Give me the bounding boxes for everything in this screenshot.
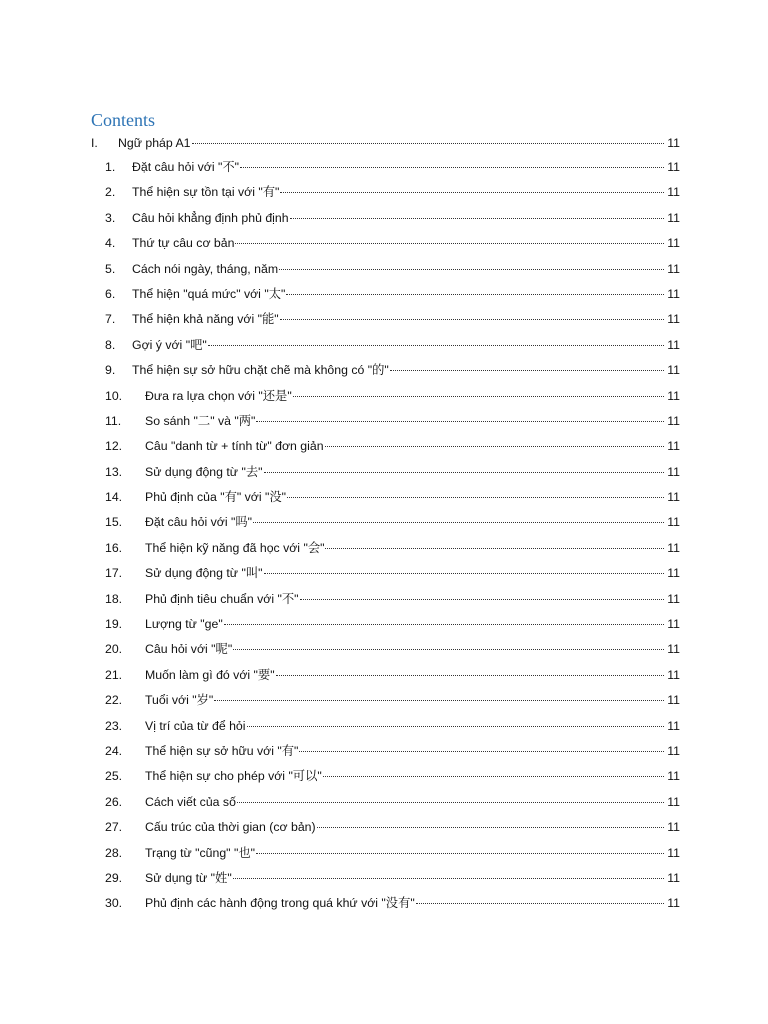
toc-entry-number: 25. — [105, 769, 123, 784]
toc-section-entry[interactable] — [91, 132, 680, 155]
toc-entry[interactable] — [91, 358, 680, 383]
toc-entry[interactable] — [91, 841, 680, 866]
dot-leader — [325, 547, 664, 549]
toc-entry-number: 26. — [105, 794, 123, 809]
toc-entry-page: 11 — [667, 363, 680, 378]
toc-entry[interactable] — [91, 739, 680, 764]
toc-entry-title: Câu hỏi với "呢" — [145, 642, 233, 657]
toc-entry[interactable] — [91, 866, 680, 891]
toc-entry-number: 30. — [105, 896, 123, 911]
toc-entry[interactable] — [91, 637, 680, 662]
toc-entry-page: 11 — [667, 337, 680, 352]
toc-entry-title: Đưa ra lựa chọn với "还是" — [145, 388, 292, 403]
toc-entry-number: 24. — [105, 743, 123, 758]
dot-leader — [293, 395, 664, 397]
toc-entry-title: Cách nói ngày, tháng, năm — [132, 261, 279, 276]
toc-entry-title: Muốn làm gì đó với "要" — [145, 667, 275, 682]
toc-entry[interactable] — [91, 257, 680, 282]
toc-entry-title: Thể hiện "quá mức" với "太" — [132, 286, 286, 301]
toc-entry-page: 11 — [667, 718, 680, 733]
toc-entry-title: Đặt câu hỏi với "吗" — [145, 515, 253, 530]
toc-entry-page: 11 — [667, 261, 680, 276]
toc-entry-title: Câu hỏi khẳng định phủ định — [132, 210, 289, 225]
toc-entry-number: 11. — [105, 413, 122, 428]
toc-entry-page: 11 — [667, 312, 680, 327]
dot-leader — [317, 826, 664, 828]
toc-entry-title: Thể hiện sự tồn tại với "有" — [132, 185, 280, 200]
table-of-contents — [91, 132, 680, 917]
toc-entry-page: 11 — [667, 286, 680, 301]
toc-entry-title: So sánh "二" và "两" — [145, 413, 256, 428]
toc-entry-number: 4. — [105, 236, 116, 251]
dot-leader — [256, 420, 664, 422]
toc-entry[interactable] — [91, 155, 680, 180]
toc-entry-number: 27. — [105, 820, 123, 835]
toc-entry-page: 11 — [667, 794, 680, 809]
toc-entry-number: 15. — [105, 515, 123, 530]
toc-entry-title: Cấu trúc của thời gian (cơ bản) — [145, 820, 316, 835]
toc-entry-number: 5. — [105, 261, 116, 276]
dot-leader — [208, 344, 664, 346]
toc-entry-title: Sử dụng từ "姓" — [145, 870, 232, 885]
toc-entry[interactable] — [91, 434, 680, 459]
toc-entry-page: 11 — [667, 769, 680, 784]
toc-entry-page: 11 — [667, 845, 680, 860]
toc-entry-page: 11 — [667, 617, 680, 632]
toc-heading: Contents — [91, 110, 156, 130]
toc-entry-page: 11 — [667, 160, 680, 174]
toc-entry[interactable] — [91, 282, 680, 307]
toc-entry-number: 22. — [105, 693, 123, 708]
toc-entry[interactable] — [91, 815, 680, 840]
toc-entry-title: Thể hiện sự sở hữu chặt chẽ mà không có "的" — [132, 363, 389, 378]
toc-entry-page: 11 — [667, 743, 680, 758]
toc-entry[interactable] — [91, 688, 680, 713]
dot-leader — [299, 750, 664, 752]
toc-entry-title: Phủ định tiêu chuẩn với "不" — [145, 591, 299, 606]
toc-entry-page: 11 — [667, 439, 680, 454]
toc-entry-title: Thể hiện sự sở hữu với "有" — [145, 743, 299, 758]
dot-leader — [214, 699, 664, 701]
toc-entry[interactable] — [91, 510, 680, 535]
toc-entry[interactable] — [91, 333, 680, 358]
toc-entry-number: 3. — [105, 210, 116, 225]
dot-leader — [323, 775, 664, 777]
toc-entry-number: 10. — [105, 388, 123, 403]
toc-entry-number: 2. — [105, 185, 116, 200]
toc-entry[interactable] — [91, 460, 680, 485]
toc-entry-title: Thể hiện kỹ năng đã học với "会" — [145, 540, 325, 555]
toc-entry[interactable] — [91, 307, 680, 332]
toc-entry-number: 12. — [105, 439, 123, 454]
dot-leader — [280, 318, 664, 320]
toc-entry-number: 1. — [105, 160, 116, 174]
toc-entry-number: 6. — [105, 286, 116, 301]
toc-entry-page: 11 — [667, 870, 680, 885]
toc-entry-page: 11 — [667, 896, 680, 911]
toc-entry-number: 18. — [105, 591, 123, 606]
toc-entry[interactable] — [91, 231, 680, 256]
toc-entry[interactable] — [91, 764, 680, 789]
toc-entry-page: 11 — [667, 667, 680, 682]
toc-entry-page: 11 — [667, 642, 680, 657]
toc-entry-title: Thể hiện khả năng với "能" — [132, 312, 279, 327]
toc-entry-title: Gợi ý với "吧" — [132, 337, 207, 352]
dot-leader — [325, 445, 664, 447]
dot-leader — [237, 801, 664, 803]
dot-leader — [264, 572, 665, 574]
dot-leader — [235, 242, 664, 244]
dot-leader — [276, 674, 664, 676]
dot-leader — [256, 852, 664, 854]
toc-entry-number: 23. — [105, 718, 123, 733]
toc-entry-number: 9. — [105, 363, 116, 378]
toc-entry-title: Tuổi với "岁" — [145, 693, 214, 708]
toc-entry[interactable] — [91, 587, 680, 612]
dot-leader — [247, 725, 664, 727]
toc-entry[interactable] — [91, 206, 680, 231]
toc-entry-number: 8. — [105, 337, 116, 352]
toc-entry-title: Câu "danh từ + tính từ" đơn giản — [145, 439, 324, 454]
toc-entry-title: Phủ định các hành động trong quá khứ với "没有" — [145, 896, 415, 911]
dot-leader — [240, 166, 664, 168]
dot-leader — [280, 191, 664, 193]
toc-entry-page: 11 — [667, 236, 680, 251]
toc-entry-page: 11 — [667, 413, 680, 428]
toc-entry[interactable] — [91, 612, 680, 637]
dot-leader — [279, 268, 664, 270]
toc-entry[interactable] — [91, 714, 680, 739]
toc-entry-number: 16. — [105, 540, 123, 555]
toc-entry-title: Trạng từ "cũng" "也" — [145, 845, 255, 860]
dot-leader — [224, 623, 664, 625]
toc-entry-page: 11 — [667, 693, 680, 708]
toc-entry[interactable] — [91, 384, 680, 409]
dot-leader — [233, 877, 664, 879]
toc-entry-page: 11 — [667, 464, 680, 479]
toc-entry[interactable] — [91, 536, 680, 561]
toc-entry-page: 11 — [667, 515, 680, 530]
toc-entry-page: 11 — [667, 210, 680, 225]
toc-entry-title: Thứ tự câu cơ bản — [132, 236, 235, 251]
dot-leader — [287, 496, 664, 498]
toc-entry-page: 11 — [667, 820, 680, 835]
toc-entry-title: Vị trí của từ để hỏi — [145, 718, 246, 733]
toc-entry[interactable] — [91, 891, 680, 916]
toc-entry[interactable] — [91, 409, 680, 434]
dot-leader — [390, 369, 664, 371]
toc-entry-number: 17. — [105, 566, 123, 581]
dot-leader — [300, 598, 664, 600]
dot-leader — [416, 902, 664, 904]
toc-entry-page: 11 — [667, 591, 680, 606]
toc-entry[interactable] — [91, 485, 680, 510]
toc-entry-title: Phủ định của "有" với "没" — [145, 490, 287, 505]
toc-entry-title: Cách viết của số — [145, 794, 236, 809]
toc-entry[interactable] — [91, 180, 680, 205]
dot-leader — [290, 217, 664, 219]
toc-section-number: I. — [91, 136, 98, 150]
toc-entry[interactable] — [91, 790, 680, 815]
toc-entry-number: 28. — [105, 845, 123, 860]
dot-leader — [286, 293, 664, 295]
toc-entry-page: 11 — [667, 566, 680, 581]
toc-entry-page: 11 — [667, 185, 680, 200]
toc-entry-title: Sử dụng động từ "叫" — [145, 566, 263, 581]
toc-entry-number: 13. — [105, 464, 123, 479]
toc-entry[interactable] — [91, 561, 680, 586]
dot-leader — [253, 521, 664, 523]
toc-entry-page: 11 — [667, 490, 680, 505]
dot-leader — [264, 471, 665, 473]
toc-entry-number: 21. — [105, 667, 123, 682]
toc-entry-number: 14. — [105, 490, 123, 505]
toc-entry-number: 7. — [105, 312, 116, 327]
dot-leader — [233, 648, 664, 650]
toc-section-page: 11 — [667, 136, 680, 150]
toc-section-title: Ngữ pháp A1 — [118, 136, 191, 150]
toc-entry-title: Thể hiện sự cho phép với "可以" — [145, 769, 322, 784]
toc-entry-title: Lượng từ "ge" — [145, 617, 223, 632]
toc-entry-title: Đặt câu hỏi với "不" — [132, 160, 240, 174]
toc-entry-page: 11 — [667, 540, 680, 555]
toc-entry[interactable] — [91, 663, 680, 688]
toc-entry-number: 29. — [105, 870, 123, 885]
toc-entry-number: 20. — [105, 642, 123, 657]
dot-leader — [192, 142, 664, 144]
toc-entry-page: 11 — [667, 388, 680, 403]
toc-entry-title: Sử dụng động từ "去" — [145, 464, 263, 479]
toc-entry-number: 19. — [105, 617, 123, 632]
